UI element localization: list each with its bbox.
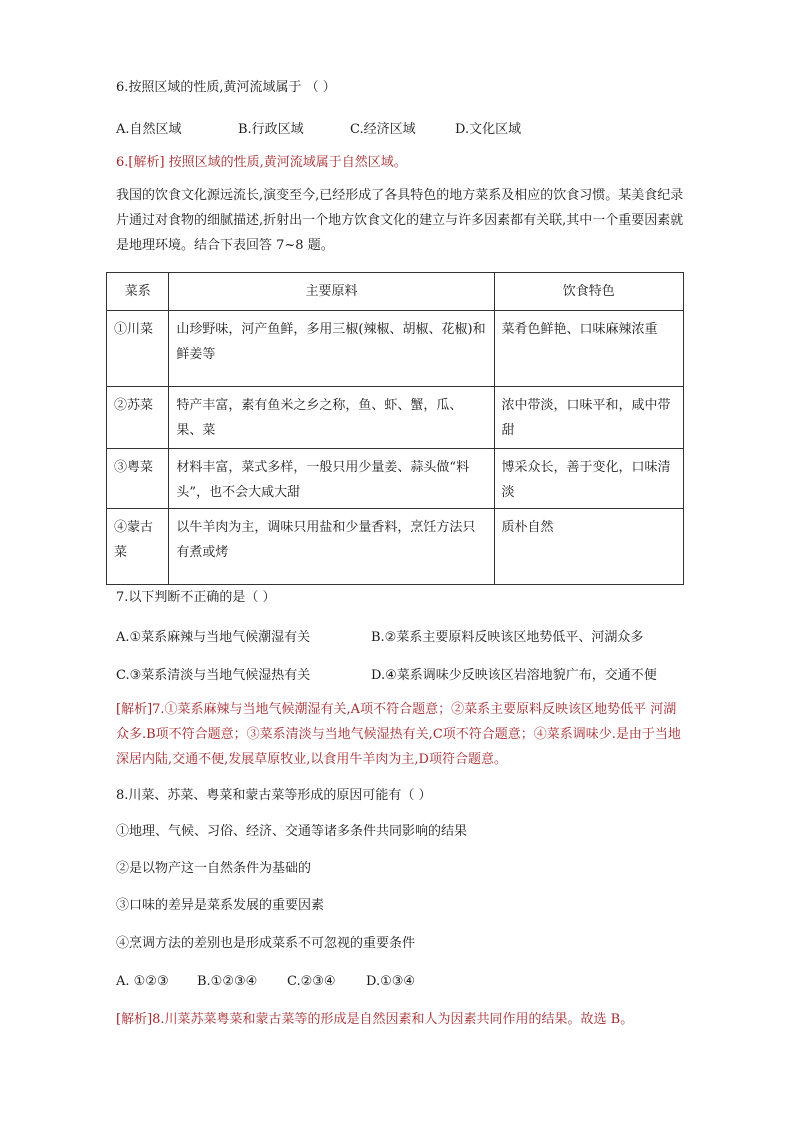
q8-option-d: D.①③④ <box>366 974 416 989</box>
q8-stem: 8.川菜、苏菜、粤菜和蒙古菜等形成的原因可能有（ ） <box>116 788 432 803</box>
table-row <box>107 387 684 449</box>
row-cuisine: ④蒙古菜 <box>107 509 169 585</box>
table-row <box>107 311 684 387</box>
q7-option-d: D.④菜系调味少反映该区岩溶地貌广布，交通不便 <box>371 668 657 683</box>
q6-option-b: B.行政区域 <box>238 122 304 137</box>
header-material: 主要原料 <box>169 273 494 311</box>
cuisine-table <box>106 272 684 585</box>
table-header-row <box>107 273 684 311</box>
q6-option-d: D.文化区域 <box>455 122 522 137</box>
row-material: 材料丰富，菜式多样，一般只用少量姜、蒜头做“料头”，也不会大咸大甜 <box>169 449 494 509</box>
row-feature: 浓中带淡，口味平和，咸中带甜 <box>494 387 683 449</box>
header-cuisine: 菜系 <box>107 273 169 311</box>
q8-option-b: B.①②③④ <box>197 974 258 989</box>
row-cuisine: ②苏菜 <box>107 387 169 449</box>
q7-option-b: B.②菜系主要原料反映该区地势低平、河湖众多 <box>371 630 644 645</box>
q8-item-1: ①地理、气候、习俗、经济、交通等诸多条件共同影响的结果 <box>116 824 468 839</box>
q6-option-c: C.经济区域 <box>350 122 416 137</box>
row-feature: 菜肴色鲜艳、口味麻辣浓重 <box>494 311 683 387</box>
row-feature: 质朴自然 <box>494 509 683 585</box>
row-feature: 博采众长，善于变化，口味清淡 <box>494 449 683 509</box>
q8-item-3: ③口味的差异是菜系发展的重要因素 <box>116 898 325 913</box>
q7-option-c: C.③菜系清淡与当地气候湿热有关 <box>116 668 311 683</box>
table-row <box>107 449 684 509</box>
q8-analysis: [解析]8.川菜苏菜粤菜和蒙古菜等的形成是自然因素和人为因素共同作用的结果。故选 B。 <box>116 1012 634 1027</box>
q8-item-4: ④烹调方法的差别也是形成菜系不可忽视的重要条件 <box>116 936 416 951</box>
row-material: 特产丰富，素有鱼米之乡之称，鱼、虾、蟹，瓜、果、菜 <box>169 387 494 449</box>
intro-paragraph: 我国的饮食文化源远流长,演变至今,已经形成了各具特色的地方菜系及相应的饮食习惯。某美食纪录片通过对食物的细腻描述,折射出一个地方饮食文化的建立与许多因素都有关联,其中一个重要因素就是地理环境。结合下表回答 7~8 题。 <box>116 188 684 253</box>
q6-stem: 6.按照区域的性质,黄河流域属于 （ ） <box>116 80 336 95</box>
header-feature: 饮食特色 <box>494 273 683 311</box>
table-row <box>107 509 684 585</box>
q7-stem: 7.以下判断不正确的是（ ） <box>116 590 276 605</box>
q8-option-a: A. ①②③ <box>116 974 169 989</box>
row-cuisine: ③粤菜 <box>107 449 169 509</box>
q6-analysis: 6.[解析] 按照区域的性质,黄河流域属于自然区域。 <box>116 155 407 170</box>
q7-analysis: [解析]7.①菜系麻辣与当地气候潮湿有关,A项不符合题意；②菜系主要原料反映该区地势低平 河湖众多.B项不符合题意；③菜系清淡与当地气候湿热有关,C项不符合题意；④菜系调味少.是由于当地深居内陆,交通不便,发展草原牧业,以食用牛羊肉为主,D项符合题意。 <box>116 702 681 767</box>
q7-option-a: A.①菜系麻辣与当地气候潮湿有关 <box>116 630 311 645</box>
q8-option-c: C.②③④ <box>287 974 336 989</box>
row-material: 以牛羊肉为主，调味只用盐和少量香料，烹饪方法只有煮或烤 <box>169 509 494 585</box>
row-cuisine: ①川菜 <box>107 311 169 387</box>
q8-item-2: ②是以物产这一自然条件为基础的 <box>116 861 312 876</box>
row-material: 山珍野味，河产鱼鲜，多用三椒(辣椒、胡椒、花椒)和鲜姜等 <box>169 311 494 387</box>
q6-option-a: A.自然区域 <box>116 122 182 137</box>
